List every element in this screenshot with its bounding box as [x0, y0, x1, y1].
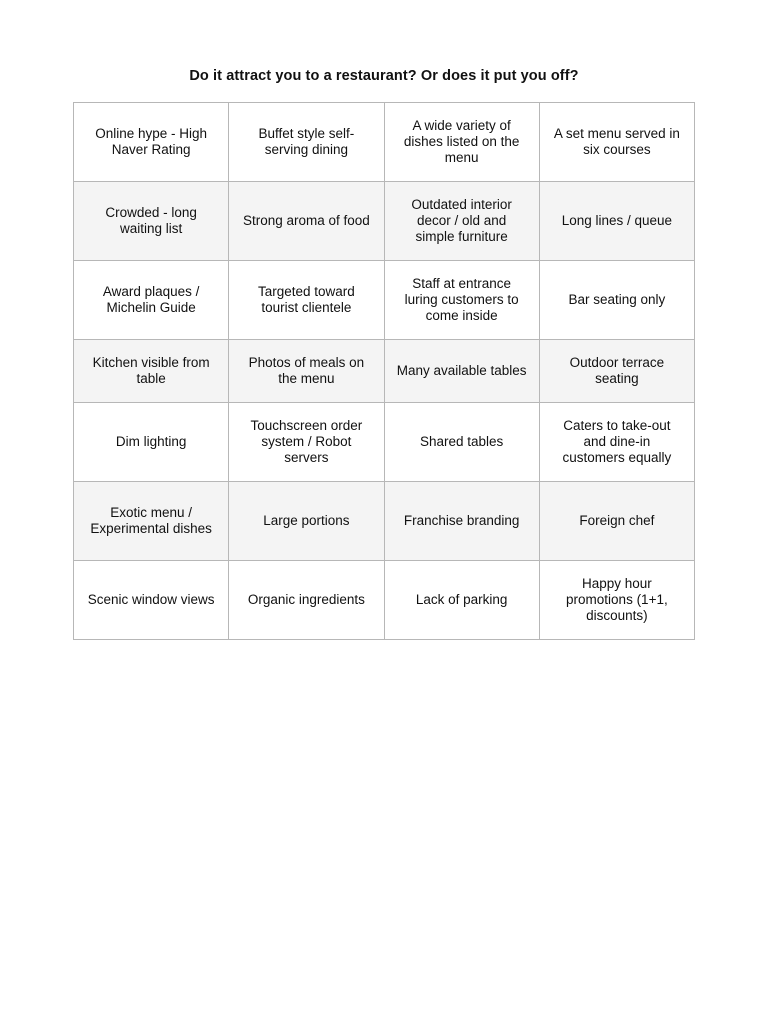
table-row [74, 261, 695, 340]
table-cell: Staff at entrance luring customers to come inside [384, 261, 539, 340]
table-row [74, 403, 695, 482]
table-cell: Caters to take-out and dine-in customers equally [539, 403, 694, 482]
table-cell: Photos of meals on the menu [229, 340, 384, 403]
table-cell: Foreign chef [539, 482, 694, 561]
table-cell: Franchise branding [384, 482, 539, 561]
table-cell: Targeted toward tourist clientele [229, 261, 384, 340]
table-cell: Scenic window views [74, 561, 229, 640]
table-cell: Lack of parking [384, 561, 539, 640]
table-cell: Shared tables [384, 403, 539, 482]
table-cell: Buffet style self-serving dining [229, 103, 384, 182]
table-cell: Organic ingredients [229, 561, 384, 640]
table-row [74, 103, 695, 182]
table-cell: Large portions [229, 482, 384, 561]
table-cell: Many available tables [384, 340, 539, 403]
table-cell: Exotic menu / Experimental dishes [74, 482, 229, 561]
topics-table [73, 102, 695, 640]
table-row [74, 182, 695, 261]
table-cell: Outdoor terrace seating [539, 340, 694, 403]
table-cell: Crowded - long waiting list [74, 182, 229, 261]
table-row [74, 561, 695, 640]
table-cell: Happy hour promotions (1+1, discounts) [539, 561, 694, 640]
table-cell: Bar seating only [539, 261, 694, 340]
table-cell: Dim lighting [74, 403, 229, 482]
table-cell: A wide variety of dishes listed on the menu [384, 103, 539, 182]
table-row [74, 340, 695, 403]
table-cell: Kitchen visible from table [74, 340, 229, 403]
table-cell: A set menu served in six courses [539, 103, 694, 182]
table-cell: Strong aroma of food [229, 182, 384, 261]
table-row [74, 482, 695, 561]
table-cell: Online hype - High Naver Rating [74, 103, 229, 182]
table-cell: Long lines / queue [539, 182, 694, 261]
table-cell: Award plaques / Michelin Guide [74, 261, 229, 340]
table-cell: Outdated interior decor / old and simple furniture [384, 182, 539, 261]
table-cell: Touchscreen order system / Robot servers [229, 403, 384, 482]
page-title: Do it attract you to a restaurant? Or does it put you off? [189, 68, 579, 84]
